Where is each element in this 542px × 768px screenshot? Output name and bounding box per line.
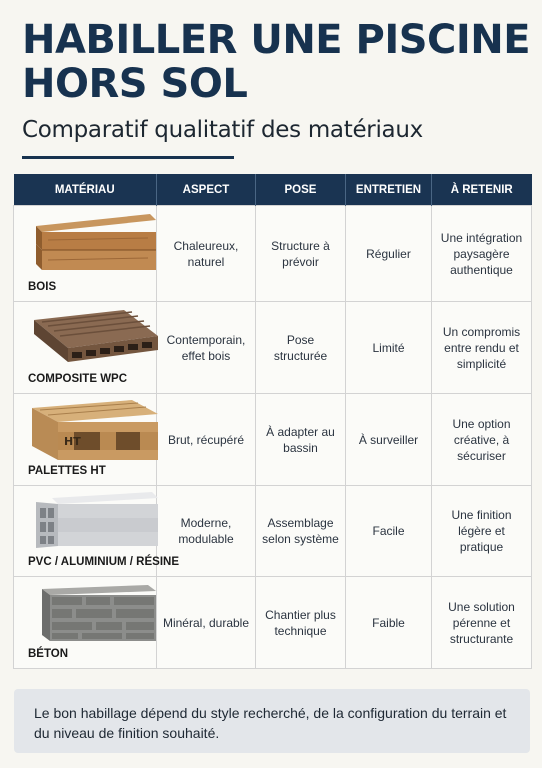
table-header-row [14,174,532,206]
material-name: BÉTON [28,648,69,660]
pose-cell: Assemblage selon système [256,486,346,577]
footer-note [14,689,530,753]
aspect-cell: Minéral, durable [157,577,256,669]
entretien-cell: Facile [346,486,432,577]
pose-cell: Pose structurée [256,302,346,394]
entretien-cell: À surveiller [346,394,432,486]
material-cell [14,577,157,669]
column-header: ASPECT [157,174,256,206]
aspect-cell: Brut, récupéré [157,394,256,486]
retenir-cell: Un compromis entre rendu et simplicité [432,302,532,394]
aspect-cell: Moderne, modulable [157,486,256,577]
table-row [14,302,532,394]
footer-text: Le bon habillage dépend du style recherché, de la configuration du terrain et du niveau de finition souhaité. [34,705,507,741]
aspect-cell: Chaleureux, naturel [157,206,256,302]
material-name: BOIS [28,281,57,293]
material-name: PALETTES HT [28,465,106,477]
pallet-stamp: HT [64,435,81,448]
retenir-cell: Une intégration paysagère authentique [432,206,532,302]
retenir-cell: Une solution pérenne et structurante [432,577,532,669]
table-row [14,394,532,486]
pvc-profile-icon [28,490,158,555]
page-subtitle: Comparatif qualitatif des matériaux [22,117,423,143]
aspect-cell: Contemporain, effet bois [157,302,256,394]
page-title: HABILLER UNE PISCINE HORS SOL [22,17,531,107]
pose-cell: À adapter au bassin [256,394,346,486]
column-header: À RETENIR [432,174,532,206]
material-name: PVC / ALUMINIUM / RÉSINE [28,556,179,568]
table-row [14,486,532,577]
material-name: COMPOSITE WPC [28,373,128,385]
comparison-table [13,174,532,669]
composite-deck-board-icon [28,306,158,371]
wood-planks-icon [28,210,158,275]
entretien-cell: Limité [346,302,432,394]
title-divider [22,156,234,159]
pose-cell: Chantier plus technique [256,577,346,669]
column-header: ENTRETIEN [346,174,432,206]
pose-cell: Structure à prévoir [256,206,346,302]
retenir-cell: Une finition légère et pratique [432,486,532,577]
table-row [14,577,532,669]
material-cell [14,486,179,577]
entretien-cell: Faible [346,577,432,669]
pallet-icon [28,398,158,463]
material-cell [14,206,157,302]
material-cell [14,302,157,394]
column-header: MATÉRIAU [14,174,157,206]
entretien-cell: Régulier [346,206,432,302]
stone-block-icon [28,581,158,646]
column-header: POSE [256,174,346,206]
retenir-cell: Une option créative, à sécuriser [432,394,532,486]
table-row [14,206,532,302]
material-cell [14,394,157,486]
